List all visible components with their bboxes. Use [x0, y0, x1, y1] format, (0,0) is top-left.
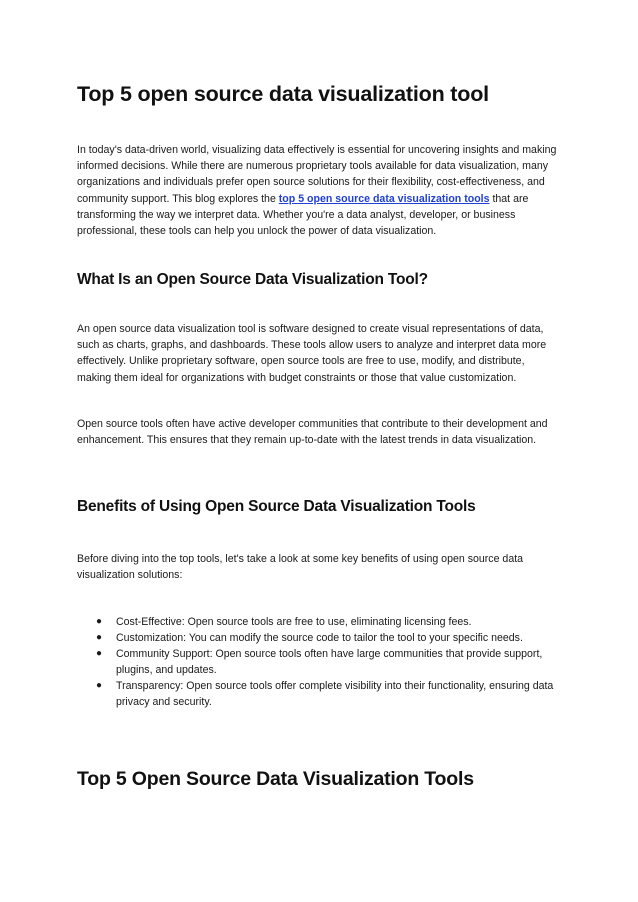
page-title: Top 5 open source data visualization tool: [77, 82, 489, 106]
benefits-list: [77, 614, 561, 710]
intro-text-before: In today's data-driven world, visualizing data effectively is essential for uncovering insights and making informed decisions. While there are numerous proprietary tools available for data visualization, many organizations and individuals prefer open source solutions for their flexibility, cost-effectiveness, and community support. This blog explores the: [77, 144, 557, 205]
intro-paragraph: [77, 142, 561, 239]
list-item-text: Cost-Effective: Open source tools are free to use, eliminating licensing fees.: [116, 616, 472, 628]
list-item-text: Community Support: Open source tools often have large communities that provide support, plugins, and updates.: [116, 648, 543, 676]
list-item-text: Transparency: Open source tools offer complete visibility into their functionality, ensuring data privacy and security.: [116, 680, 554, 708]
section-heading-what-is: What Is an Open Source Data Visualization Tool?: [77, 271, 428, 288]
benefits-intro-paragraph: Before diving into the top tools, let's take a look at some key benefits of using open source data visualization solutions:: [77, 553, 524, 582]
top-tools-link[interactable]: top 5 open source data visualization tools: [278, 192, 490, 205]
list-item: [77, 630, 561, 646]
section-heading-top-5: Top 5 Open Source Data Visualization Tools: [77, 768, 474, 790]
list-item-text: Customization: You can modify the source code to tailor the tool to your specific needs.: [116, 632, 523, 644]
bullet-icon: ●: [96, 680, 103, 691]
list-item: [77, 678, 561, 710]
what-is-paragraph-2: Open source tools often have active developer communities that contribute to their development and enhancement. This ensures that they remain up-to-date with the latest trends in data visualization.: [77, 418, 548, 447]
intro-text-after: that are transforming the way we interpret data. Whether you're a data analyst, developer, or business professional, these tools can help you unlock the power of data visualization.: [77, 192, 529, 238]
bullet-icon: ●: [96, 648, 103, 659]
list-item: [77, 646, 561, 678]
list-item: [77, 614, 561, 630]
bullet-icon: ●: [96, 616, 103, 627]
what-is-paragraph-1: An open source data visualization tool is software designed to create visual representations of data, such as charts, graphs, and dashboards. These tools allow users to analyze and interpret data more effectively. Unlike proprietary software, open source tools are free to use, modify, and distribute, making them ideal for organizations with budget constraints or those that value customization.: [77, 323, 547, 384]
bullet-icon: ●: [96, 632, 103, 643]
section-heading-benefits: Benefits of Using Open Source Data Visualization Tools: [77, 498, 476, 515]
